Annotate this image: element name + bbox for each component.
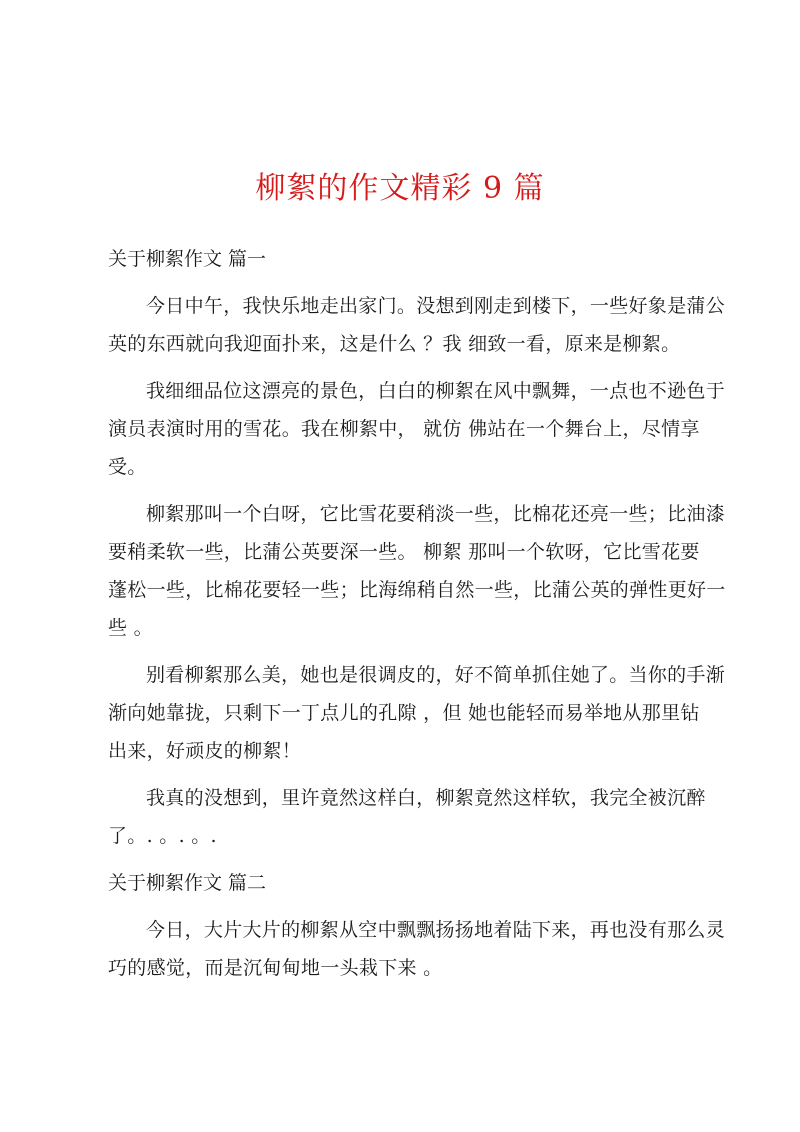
paragraph-line: 我真的没想到，里许竟然这样白，柳絮竟然这样软，我完全被沉醉 <box>146 787 706 809</box>
paragraph-line: 我细细品位这漂亮的景色，白白的柳絮在风中飘舞，一点也不逊色于 <box>146 380 726 402</box>
section-1 <box>108 240 726 855</box>
paragraph-line: 了。. 。. 。. <box>108 825 217 847</box>
document-title: 柳絮的作文精彩 9 篇 <box>255 171 545 206</box>
document-body <box>108 240 726 996</box>
paragraph <box>108 779 704 855</box>
paragraph-line: 渐向她靠拢，只剩下一丁点儿的孔隙 ，但 她也能轻而易举地从那里钻 <box>108 702 700 724</box>
paragraph-line: 些 。 <box>108 617 153 639</box>
paragraph <box>108 911 726 987</box>
paragraph <box>108 656 726 770</box>
section-heading: 关于柳絮作文 篇二 <box>108 872 267 894</box>
section-heading: 关于柳絮作文 篇一 <box>108 248 267 270</box>
paragraph-line: 今日，大片大片的柳絮从空中飘飘扬扬地着陆下来，再也没有那么灵 <box>146 919 726 941</box>
paragraph-line: 巧的感觉，而是沉甸甸地一头栽下来 。 <box>108 957 443 979</box>
paragraph-line: 要稍柔软一些，比蒲公英要深一些。 柳絮 那叫一个软呀，它比雪花要 <box>108 541 700 563</box>
paragraph <box>108 372 726 486</box>
paragraph-line: 受。 <box>108 456 147 478</box>
paragraph-line: 别看柳絮那么美，她也是很调皮的，好不简单抓住她了。当你的手渐 <box>146 664 726 686</box>
paragraph-line: 今日中午，我快乐地走出家门。没想到刚走到楼下，一些好象是蒲公 <box>146 295 726 317</box>
paragraph-line: 蓬松一些，比棉花要轻一些；比海绵稍自然一些，比蒲公英的弹性更好一 <box>108 579 726 601</box>
paragraph-line: 演员表演时用的雪花。我在柳絮中， 就仿 佛站在一个舞台上，尽情享 <box>108 418 700 440</box>
paragraph-line: 柳絮那叫一个白呀，它比雪花要稍淡一些，比棉花还亮一些；比油漆 <box>146 503 726 525</box>
section-2 <box>108 864 726 987</box>
paragraph <box>108 495 726 647</box>
paragraph-line: 英的东西就向我迎面扑来，这是什么 ？我 细致一看，原来是柳絮。 <box>108 333 681 355</box>
paragraph <box>108 287 726 363</box>
paragraph-line: 出来，好顽皮的柳絮！ <box>108 740 302 762</box>
